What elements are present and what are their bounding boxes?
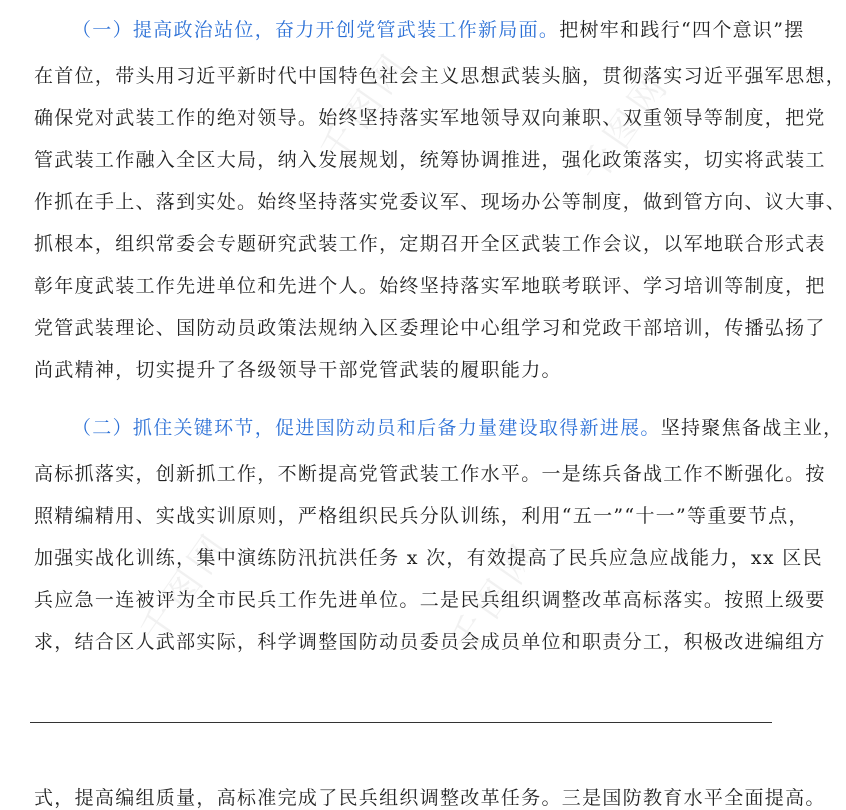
paragraph-2-line-1 <box>72 416 844 440</box>
paragraph-1-line: 尚武精神，切实提升了各级领导干部党管武装的履职能力。 <box>34 359 562 381</box>
paragraph-1-line: 确保党对武装工作的绝对领导。始终坚持落实军地领导双向兼职、双重领导等制度，把党 <box>34 107 826 129</box>
paragraph-2-line: 照精编精用、实战实训原则，严格组织民兵分队训练，利用“五一”“十一”等重要节点， <box>34 505 809 527</box>
watermark: 千图网 <box>132 523 239 651</box>
paragraph-1-line: 管武装工作融入全区大局，纳入发展规划，统筹协调推进，强化政策落实，切实将武装工 <box>34 149 826 171</box>
paragraph-2-line: 高标抓落实，创新抓工作，不断提高党管武装工作水平。一是练兵备战工作不断强化。按 <box>34 463 826 485</box>
watermark: 千图网 <box>442 533 549 661</box>
paragraph-1-line: 彰年度武装工作先进单位和先进个人。始终坚持落实军地联考联评、学习培训等制度，把 <box>34 275 826 297</box>
paragraph-1-line: 作抓在手上、落到实处。始终坚持落实党委议军、现场办公等制度，做到管方向、议大事、 <box>34 191 846 213</box>
paragraph-2-line: 求，结合区人武部实际，科学调整国防动员委员会成员单位和职责分工，积极改进编组方 <box>34 631 826 653</box>
page-break-divider <box>30 722 772 723</box>
paragraph-1-line-1 <box>72 18 805 42</box>
paragraph-2-text: 坚持聚焦备战主业， <box>660 417 844 439</box>
watermark: 千图网 <box>572 63 679 191</box>
paragraph-1-line: 在首位，带头用习近平新时代中国特色社会主义思想武装头脑，贯彻落实习近平强军思想， <box>34 65 846 87</box>
section-heading-2: （二）抓住关键环节，促进国防动员和后备力量建设取得新进展。 <box>72 417 661 439</box>
paragraph-2-line: 加强实战化训练，集中演练防汛抗洪任务 x 次，有效提高了民兵应急应战能力，xx 区民 <box>34 547 823 569</box>
paragraph-2-line: 兵应急一连被评为全市民兵工作先进单位。二是民兵组织调整改革高标落实。按照上级要 <box>34 589 826 611</box>
paragraph-1-line: 抓根本，组织常委会专题研究武装工作，定期召开全区武装工作会议，以军地联合形式表 <box>34 233 826 255</box>
paragraph-1-text: 把树牢和践行“四个意识”摆 <box>559 19 805 41</box>
section-heading-1: （一）提高政治站位，奋力开创党管武装工作新局面。 <box>72 19 560 41</box>
next-page-line: 式，提高编组质量，高标准完成了民兵组织调整改革任务。三是国防教育水平全面提高。 <box>34 787 826 809</box>
watermark: 千图网 <box>312 43 419 171</box>
paragraph-1-line: 党管武装理论、国防动员政策法规纳入区委理论中心组学习和党政干部培训，传播弘扬了 <box>34 317 826 339</box>
